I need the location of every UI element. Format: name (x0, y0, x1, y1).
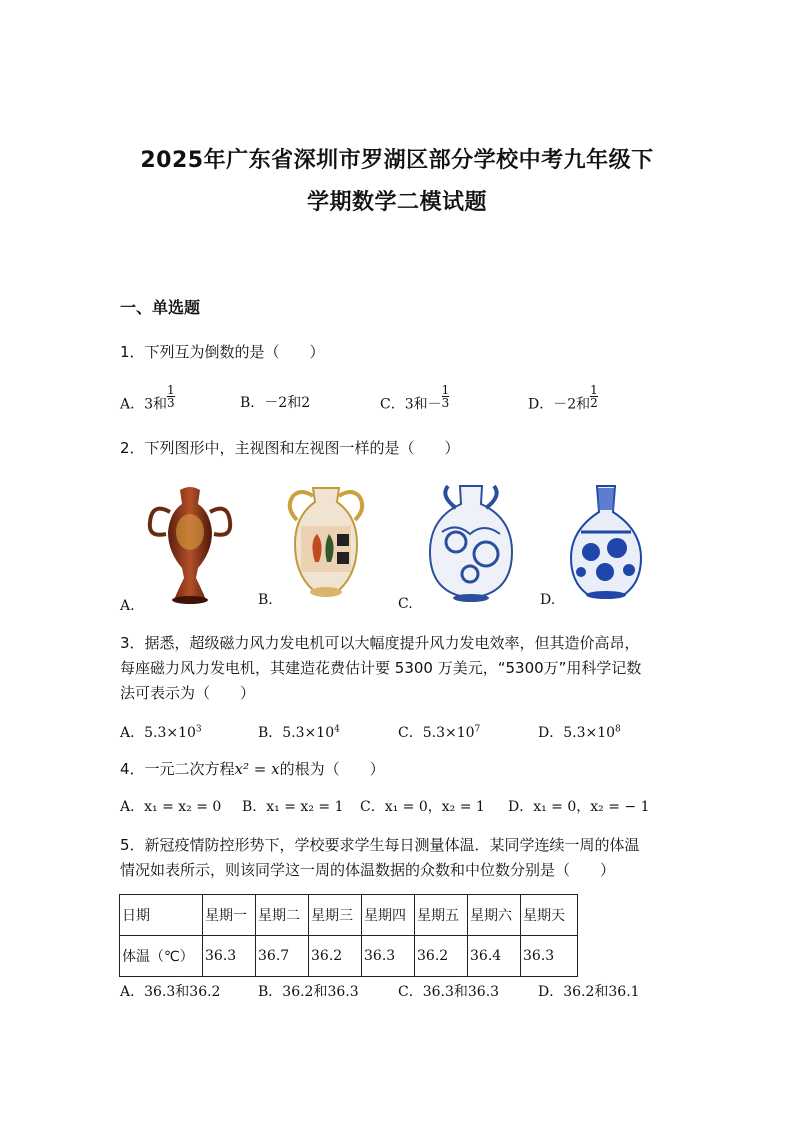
table-cell: 36.2 (309, 936, 362, 977)
q2-option-b: B. (258, 592, 273, 608)
table-header-row (120, 895, 578, 936)
question-5-line1: 5．新冠疫情防控形势下，学校要求学生每日测量体温．某同学连续一周的体温 (120, 836, 640, 854)
table-header-cell: 日期 (120, 895, 203, 936)
document-title-line1: 2025年广东省深圳市罗湖区部分学校中考九年级下 (140, 148, 654, 173)
table-cell: 36.2 (415, 936, 468, 977)
q4-equation: x² = x (234, 760, 280, 778)
q3-option-c: C．$5.3\times 10^7$ (398, 724, 481, 741)
table-cell: 体温（℃） (120, 936, 203, 977)
q1-option-c: C．3和－ $\frac{1}{3}$ (380, 383, 450, 413)
q2-option-c: C. (398, 596, 413, 612)
table-header-cell: 星期四 (362, 895, 415, 936)
question-3-line3: 法可表示为（ ） (120, 684, 256, 702)
question-3-line1: 3．据悉，超级磁力风力发电机可以大幅度提升风力发电效率，但其造价高昂， (120, 634, 640, 652)
q5-option-a: A．36.3和36.2 (120, 984, 221, 1000)
q3-option-b: B．$5.3\times 10^4$ (258, 724, 340, 741)
table-header-cell: 星期六 (468, 895, 521, 936)
q4-option-a: A．x₁ = x₂ = 0 (120, 799, 222, 815)
table-cell: 36.7 (256, 936, 309, 977)
temperature-table (119, 894, 578, 977)
q5-option-c: C．36.3和36.3 (398, 984, 500, 1000)
q5-option-d: D．36.2和36.1 (538, 984, 640, 1000)
table-header-cell: 星期五 (415, 895, 468, 936)
q4-option-b: B．x₁ = x₂ = 1 (242, 799, 344, 815)
q3-option-a: A．$5.3\times 10^3$ (120, 724, 202, 741)
vase-c-image (426, 482, 516, 604)
table-header-cell: 星期天 (521, 895, 578, 936)
vase-a-image (140, 482, 240, 606)
table-cell: 36.3 (203, 936, 256, 977)
vase-b-image (285, 482, 367, 602)
table-cell: 36.3 (521, 936, 578, 977)
q3-option-d: D．$5.3\times 10^8$ (538, 724, 621, 741)
q4-option-d: D．x₁ = 0，x₂ = − 1 (508, 799, 650, 815)
table-cell: 36.3 (362, 936, 415, 977)
question-2-stem: 2．下列图形中，主视图和左视图一样的是（ ） (120, 439, 460, 457)
question-1-stem: 1．下列互为倒数的是（ ） (120, 343, 325, 361)
question-3-line2: 每座磁力风力发电机，其建造花费估计要 5300 万美元，“5300万”用科学记数 (120, 659, 642, 677)
question-4-stem: 4．一元二次方程x² = x的根为（ ） (120, 760, 385, 778)
q1-option-d: D．－2和 $\frac{1}{2}$ (528, 383, 598, 413)
table-header-cell: 星期二 (256, 895, 309, 936)
document-title-line2: 学期数学二模试题 (306, 190, 487, 215)
question-5-line2: 情况如表所示，则该同学这一周的体温数据的众数和中位数分别是（ ） (120, 861, 616, 879)
table-row (120, 936, 578, 977)
vase-d-image (565, 482, 647, 604)
table-header-cell: 星期三 (309, 895, 362, 936)
table-header-cell: 星期一 (203, 895, 256, 936)
q5-option-b: B．36.2和36.3 (258, 984, 359, 1000)
table-cell: 36.4 (468, 936, 521, 977)
q1-option-a: A．3和 $\frac{1}{3}$ (120, 383, 175, 413)
q2-option-d: D. (540, 592, 556, 608)
section-heading: 一、单选题 (120, 298, 201, 317)
q4-option-c: C．x₁ = 0，x₂ = 1 (360, 799, 485, 815)
q1-option-b: B．－2和2 (240, 395, 311, 411)
q2-option-a: A. (120, 598, 135, 614)
